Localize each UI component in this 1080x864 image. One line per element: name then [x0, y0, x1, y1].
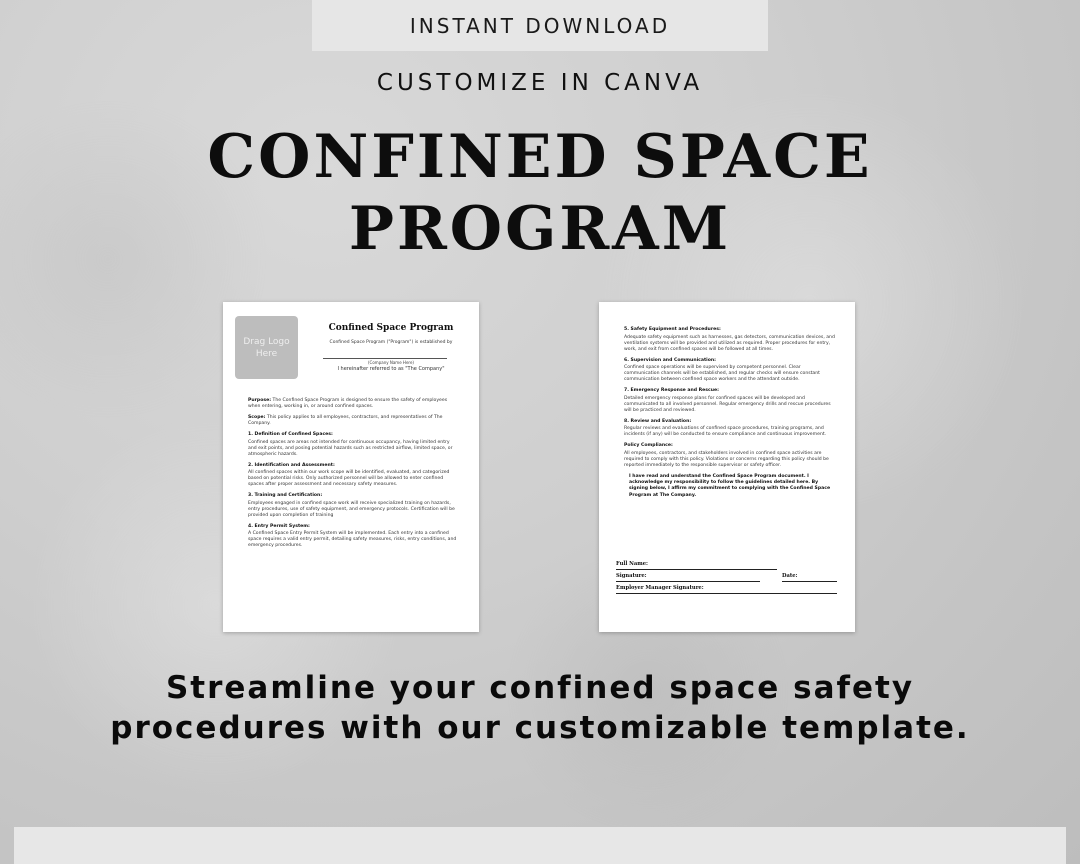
page-1-body: [248, 398, 459, 554]
section-heading: 6. Supervision and Communication:: [624, 357, 717, 363]
title-line-1: CONFINED SPACE: [207, 122, 873, 192]
acknowledgement-text: I have read and understand the Confined Space Program document. I acknowledge my responsibility to follow the guidelines detailed here. By signing below, I affirm my commitment to complying with the Confined Space Program at The Company.: [629, 473, 831, 498]
tagline: [0, 668, 1080, 748]
referred-text: I hereinafter referred to as "The Company": [337, 366, 445, 372]
signature-block: [616, 561, 837, 597]
section-text: Confined space operations will be supervised by competent personnel. Clear communication channels will be established, and regular checks will ensure constant communication between confined space workers and the attendant outside.: [624, 365, 820, 382]
document-page-2: [599, 302, 855, 632]
section-text: All confined spaces within our work scope will be identified, evaluated, and categorized based on potential risks. Only authorized personnel will be allowed to enter confined spaces after proper assessment and necessary safety measures.: [248, 470, 450, 487]
section-heading: 4. Entry Permit System:: [248, 523, 310, 529]
scope-paragraph: Scope: This policy applies to all employees, contractors, and representatives of The Company.: [248, 415, 443, 426]
title-line-2: PROGRAM: [348, 194, 732, 264]
employer-signature-field: Employer Manager Signature:: [616, 585, 837, 597]
section-heading: Policy Compliance:: [624, 443, 673, 448]
page-2-body: [624, 327, 835, 507]
section-text: All employees, contractors, and stakeholders involved in confined space activities are required to comply with this policy. Violations or concerns regarding this policy should be reported immediately to the responsible supervisor or safety officer.: [624, 450, 829, 468]
section-text: Regular reviews and evaluations of confined space procedures, training programs, and incidents (if any) will be conducted to ensure compliance and continuous improvement.: [624, 426, 827, 437]
section-heading: 5. Safety Equipment and Procedures:: [624, 327, 721, 332]
company-name-placeholder: (Company Name Here): [368, 360, 414, 365]
section-heading: 2. Identification and Assessment:: [248, 462, 335, 468]
section-heading: 3. Training and Certification:: [248, 493, 323, 498]
logo-placeholder: Drag Logo Here: [235, 316, 298, 379]
section-text: Confined spaces are areas not intended for continuous occupancy, having limited entry and exit points, and posing potential hazards such as restricted airflow, limited space, or atmospheric hazards.: [248, 439, 453, 457]
tagline-line-2: procedures with our customizable template.: [110, 710, 970, 746]
section-heading: 1. Definition of Confined Spaces:: [248, 432, 333, 437]
document-title: Confined Space Program: [328, 323, 454, 333]
company-name-line: [323, 358, 447, 359]
instant-download-banner: INSTANT DOWNLOAD: [312, 0, 768, 51]
section-text: Adequate safety equipment such as harnesses, gas detectors, communication devices, and ventilation systems will be provided and utilized as required. Proper procedures for entry, work, and exit from confined spaces will be followed at all times.: [624, 334, 835, 352]
signature-field: Signature: Date:: [616, 573, 837, 585]
section-heading: 8. Review and Evaluation:: [624, 418, 692, 424]
established-text: Confined Space Program ("Program") is established by: [329, 340, 453, 345]
purpose-paragraph: Purpose: The Confined Space Program is designed to ensure the safety of employees when entering, working in, or around confined spaces.: [248, 398, 448, 409]
tagline-line-1: Streamline your confined space safety: [165, 670, 915, 706]
section-text: A Confined Space Entry Permit System will be implemented. Each entry into a confined space requires a valid entry permit, detailing safety measures, risks, entry conditions, and emergency procedures.: [248, 531, 457, 548]
full-name-field: Full Name:: [616, 561, 837, 573]
section-heading: 7. Emergency Response and Rescue:: [624, 388, 719, 393]
date-label: Date:: [782, 573, 798, 579]
document-page-1: [223, 302, 479, 632]
section-text: Employees engaged in confined space work will receive specialized training on hazards, entry procedures, use of safety equipment, and emergency protocols. Certification will be provided upon completion of training: [248, 500, 455, 518]
footer-bar: [14, 827, 1066, 864]
subtitle: CUSTOMIZE IN CANVA: [376, 70, 704, 96]
section-text: Detailed emergency response plans for confined spaces will be developed and communicated to all involved personnel. Regular emergency drills and rescue procedures will be practiced and reviewed.: [624, 395, 831, 413]
